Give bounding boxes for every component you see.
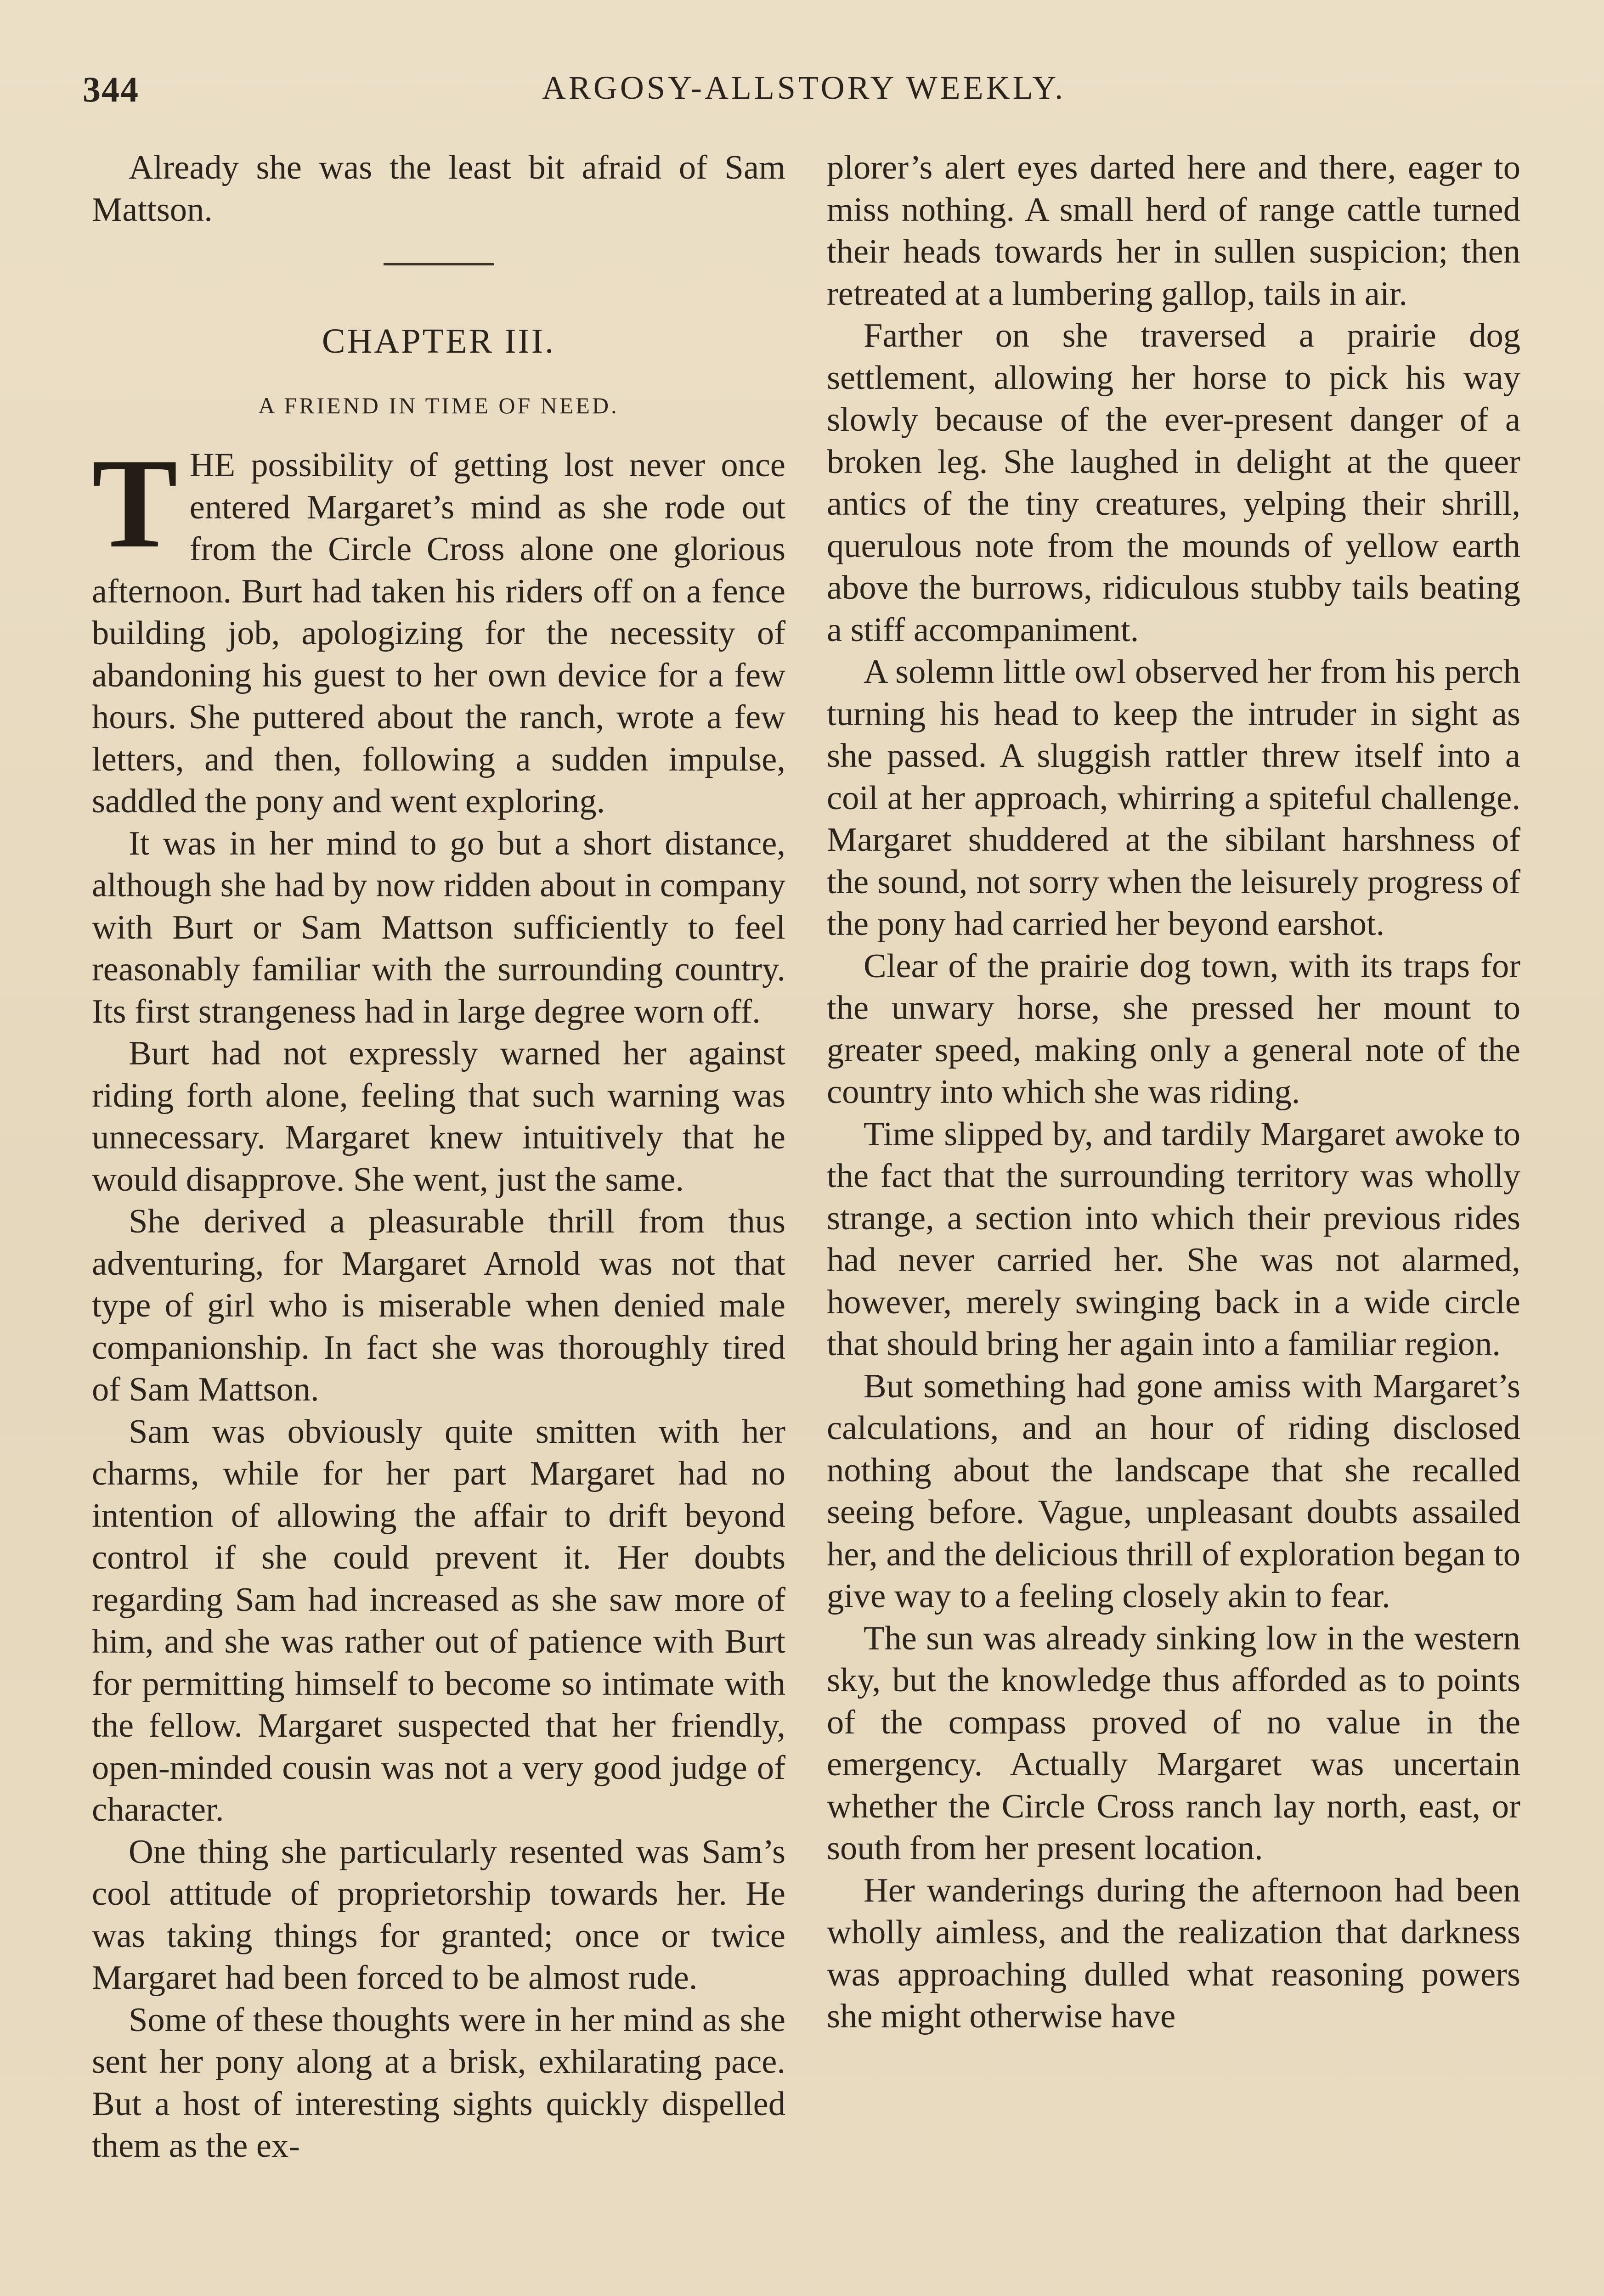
paragraph: She derived a pleasurable thrill from thus adventuring, for Margaret Arnold was not that type of girl who is miserable when denied male companionship. In fact she was thoroughly tired of Sam Mattson. xyxy=(92,1203,785,1408)
opening-paragraph: Already she was the least bit afraid of Sam Mattson. xyxy=(92,149,785,229)
chapter-first-paragraph xyxy=(92,432,785,823)
section-divider xyxy=(384,263,494,265)
chapter-subtitle: A FRIEND IN TIME OF NEED. xyxy=(258,393,619,418)
page-header xyxy=(83,69,1525,119)
paragraph: Clear of the prairie dog town, with its traps for the unwary horse, she pressed her mount to greater speed, making only a general note of the country into which she was riding. xyxy=(827,947,1520,1111)
paragraph: Farther on she traversed a prairie dog settlement, allowing her horse to pick his way slowly because of the ever-present danger of a broken leg. She laughed in delight at the queer antics of the tiny creatures, yelping their shrill, querulous note from the mounds of yellow earth above the burrows, ridiculous stubby tails beating a stiff accompaniment. xyxy=(827,317,1520,649)
paragraph: It was in her mind to go but a short distance, although she had by now ridden about in company with Burt or Sam Mattson sufficiently to feel reasonably familiar with the surrounding country. Its first strangeness had in large degree worn off. xyxy=(92,824,785,1030)
drop-cap: T xyxy=(92,432,178,574)
left-column xyxy=(92,147,785,2167)
paragraph: The sun was already sinking low in the western sky, but the knowledge thus afforded as to points of the compass proved of no value in the emergency. Actually Margaret was uncertain whether the Circle Cross ranch lay north, east, or south from her present location. xyxy=(827,1619,1520,1867)
paragraph: Time slipped by, and tardily Margaret awoke to the fact that the surrounding territory was wholly strange, a section into which their previous rides had never carried her. She was not alarmed, however, merely swinging back in a wide circle that should bring her again into a familiar region. xyxy=(827,1115,1520,1363)
paragraph: One thing she particularly resented was Sam’s cool attitude of proprietorship towards her. He was taking things for granted; once or twice Margaret had been forced to be almost rude. xyxy=(92,1833,785,1997)
chapter-title: CHAPTER III. xyxy=(322,322,556,360)
paragraph: Some of these thoughts were in her mind as she sent her pony along at a brisk, exhilarating pace. But a host of interesting sights quickly dispelled them as the ex- xyxy=(92,2001,785,2165)
first-paragraph-text: HE possibility of getting lost never once entered Margaret’s mind as she rode out from the Circle Cross alone one glorious afternoon. Burt had taken his riders off on a fence building job, apologizing for the necessity of abandoning his guest to her own device for a few hours. She puttered about the ranch, wrote a few letters, and then, following a sudden impulse, saddled the pony and went exploring. xyxy=(92,446,785,820)
page-number: 344 xyxy=(83,69,139,109)
paragraph: Sam was obviously quite smitten with her charms, while for her part Margaret had no intention of allowing the affair to drift beyond control if she could prevent it. Her doubts regarding Sam had increased as she saw more of him, and she was rather out of patience with Burt for permitting himself to become so intimate with the fellow. Margaret suspected that her friendly, open-minded cousin was not a very good judge of character. xyxy=(92,1412,785,1829)
right-column xyxy=(827,147,1520,2038)
paragraph: A solemn little owl observed her from his perch turning his head to keep the intruder in sight as she passed. A sluggish rattler threw itself into a coil at her approach, whirring a spiteful challenge. Margaret shuddered at the sibilant harshness of the sound, not sorry when the leisurely progress of the pony had carried her beyond earshot. xyxy=(827,653,1520,943)
running-head: ARGOSY-ALLSTORY WEEKLY. xyxy=(542,69,1066,106)
paragraph: Her wanderings during the afternoon had been wholly aimless, and the realization that darkness was approaching dulled what reasoning powers she might otherwise have xyxy=(827,1871,1520,2035)
paragraph: Burt had not expressly warned her against riding forth alone, feeling that such warning was unnecessary. Margaret knew intuitively that he would disapprove. She went, just the same. xyxy=(92,1035,785,1199)
paragraph: But something had gone amiss with Margaret’s calculations, and an hour of riding disclosed nothing about the landscape that she recalled seeing before. Vague, unpleasant doubts assailed her, and the delicious thrill of exploration began to give way to a feeling closely akin to fear. xyxy=(827,1367,1520,1615)
continued-paragraph: plorer’s alert eyes darted here and there, eager to miss nothing. A small herd of range cattle turned their heads towards her in sullen suspicion; then retreated at a lumbering gallop, tails in air. xyxy=(827,149,1520,313)
